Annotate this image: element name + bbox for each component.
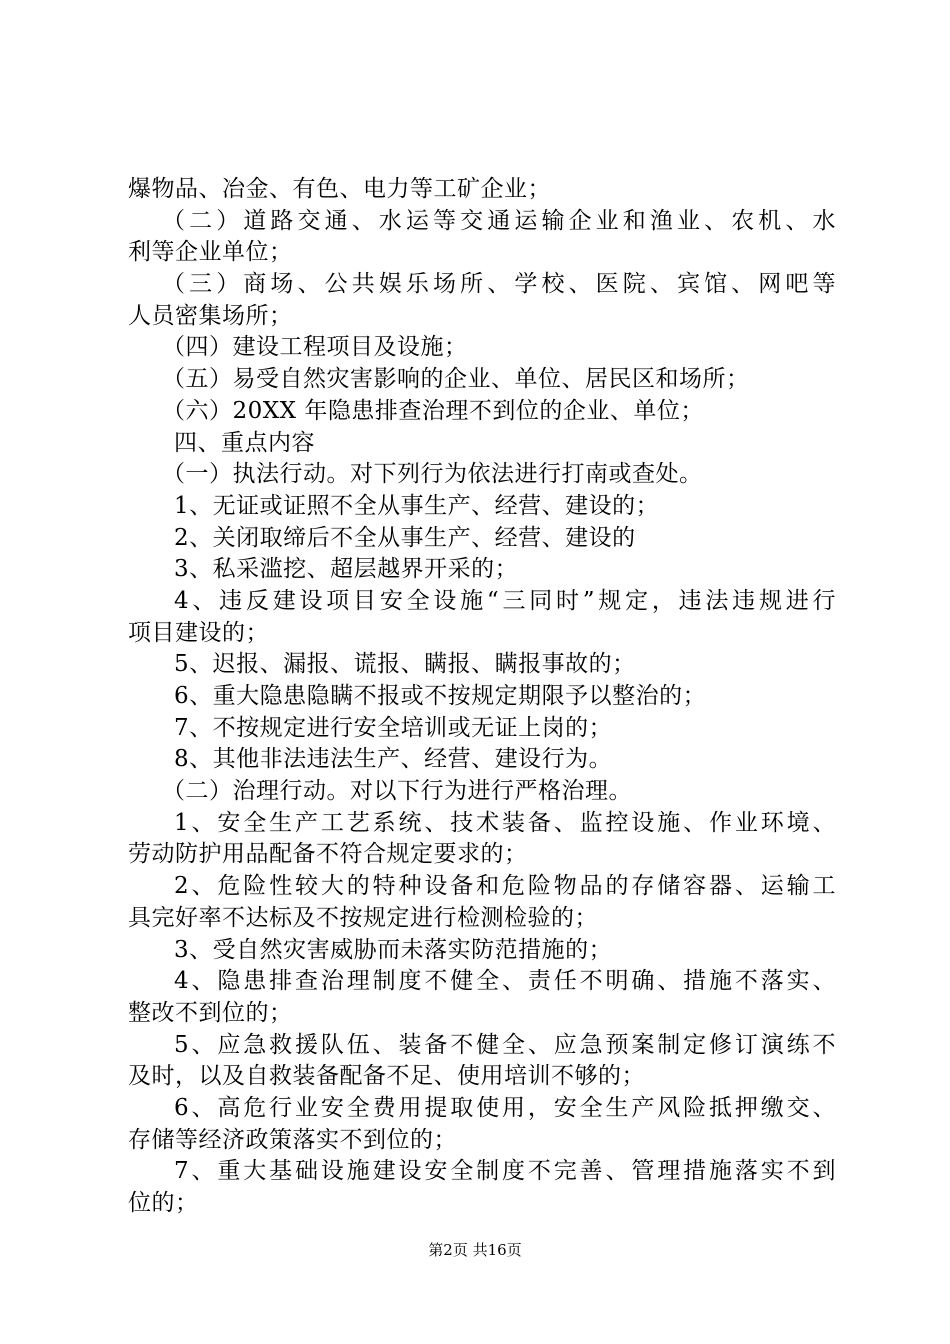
text-line: 4、违反建设项目安全设施“三同时”规定，违法违规进行 bbox=[174, 587, 836, 614]
text-line: 项目建设的； bbox=[128, 619, 269, 646]
text-line: （三）商场、公共娱乐场所、学校、医院、宾馆、网吧等 bbox=[162, 271, 836, 298]
text-line: 整改不到位的； bbox=[128, 999, 293, 1026]
text-line: 7、重大基础设施建设安全制度不完善、管理措施落实不到 bbox=[174, 1158, 836, 1185]
text-line: 3、私采滥挖、超层越界开采的； bbox=[174, 556, 519, 583]
text-line: 1、无证或证照不全从事生产、经营、建设的； bbox=[174, 492, 660, 519]
text-line: 2、危险性较大的特种设备和危险物品的存储容器、运输工 bbox=[174, 873, 836, 900]
text-line: 6、高危行业安全费用提取使用，安全生产风险抵押缴交、 bbox=[174, 1094, 836, 1121]
text-line: 存储等经济政策落实不到位的； bbox=[128, 1126, 457, 1153]
document-body bbox=[128, 174, 836, 1220]
text-line: 劳动防护用品配备不符合规定要求的； bbox=[128, 841, 528, 868]
text-line: 人员密集场所； bbox=[128, 302, 293, 329]
text-line: 利等企业单位； bbox=[128, 239, 293, 266]
text-line: 具完好率不达标及不按规定进行检测检验的； bbox=[128, 904, 598, 931]
text-line: （一）执法行动。对下列行为依法进行打南或查处。 bbox=[162, 461, 703, 488]
text-line: （五）易受自然灾害影响的企业、单位、居民区和场所； bbox=[162, 366, 750, 393]
text-line: 5、应急救援队伍、装备不健全、应急预案制定修订演练不 bbox=[174, 1031, 836, 1058]
text-line: （六）20XX 年隐患排查治理不到位的企业、单位； bbox=[162, 397, 704, 424]
text-line: 位的； bbox=[128, 1190, 199, 1216]
text-line: 3、受自然灾害威胁而未落实防范措施的； bbox=[174, 936, 613, 963]
text-line: 6、重大隐患隐瞒不报或不按规定期限予以整治的； bbox=[174, 683, 707, 709]
text-line: 2、关闭取缔后不全从事生产、经营、建设的 bbox=[174, 524, 636, 551]
text-line: 4、隐患排查治理制度不健全、责任不明确、措施不落实、 bbox=[174, 968, 836, 995]
text-line: 爆物品、冶金、有色、电力等工矿企业； bbox=[128, 176, 551, 202]
text-line: （二）道路交通、水运等交通运输企业和渔业、农机、水 bbox=[162, 207, 836, 234]
text-line: 5、迟报、漏报、谎报、瞒报、瞒报事故的； bbox=[174, 651, 636, 678]
text-line: 1、安全生产工艺系统、技术装备、监控设施、作业环境、 bbox=[174, 809, 836, 836]
section-heading: 四、重点内容 bbox=[174, 429, 315, 456]
text-line: 7、不按规定进行安全培训或无证上岗的； bbox=[174, 714, 613, 741]
text-line: 8、其他非法违法生产、经营、建设行为。 bbox=[174, 746, 613, 773]
text-line: 及时，以及自救装备配备不足、使用培训不够的； bbox=[128, 1063, 645, 1090]
page-number: 第2页 共16页 bbox=[428, 1241, 522, 1259]
text-line: （二）治理行动。对以下行为进行严格治理。 bbox=[162, 778, 632, 805]
text-line: （四）建设工程项目及设施； bbox=[162, 334, 468, 361]
